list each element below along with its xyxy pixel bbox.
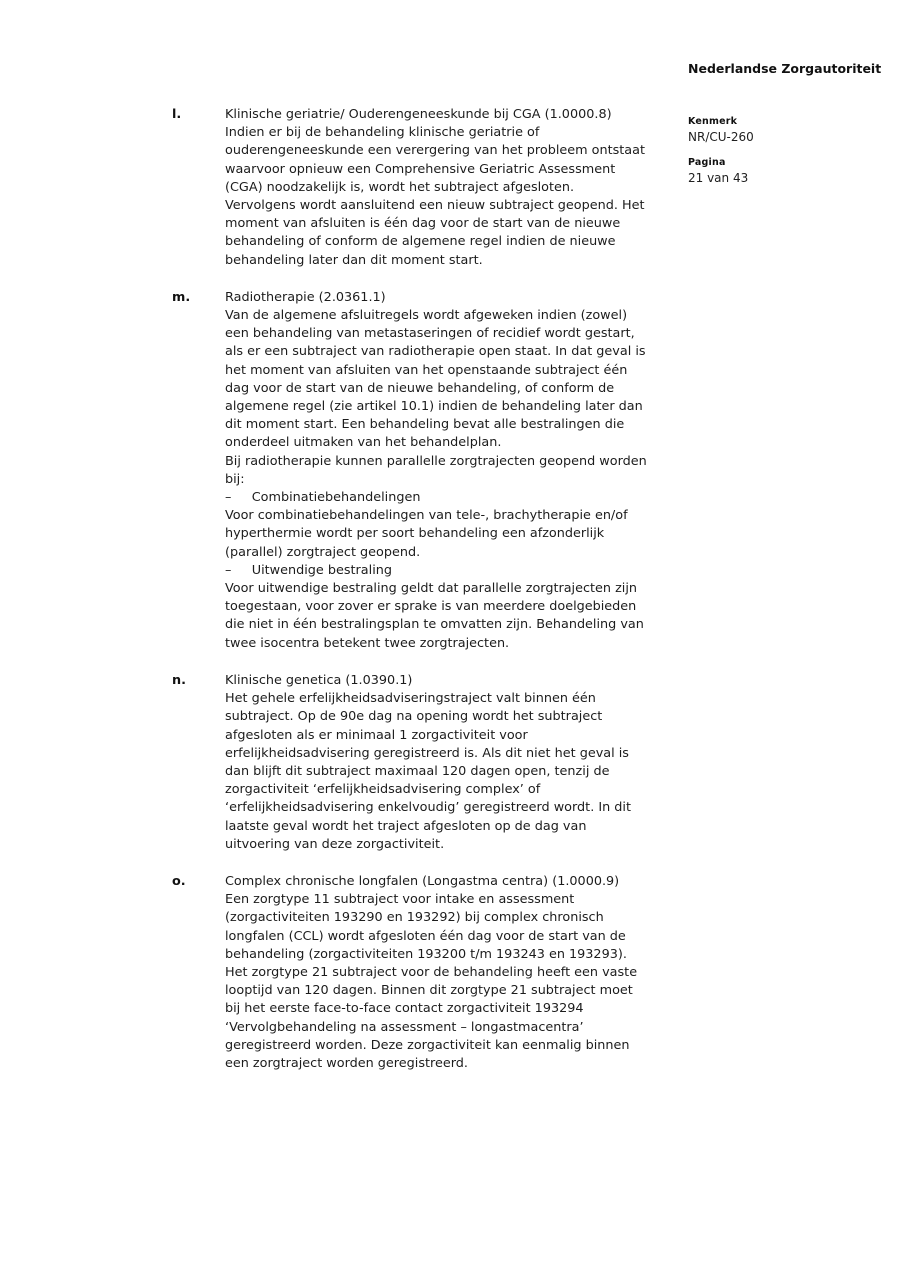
text-line: Een zorgtype 11 subtraject voor intake en assessment xyxy=(225,892,575,908)
kenmerk-block xyxy=(688,115,848,145)
pagina-block xyxy=(688,156,848,186)
text-line: moment van afsluiten is één dag voor de start van de nieuwe xyxy=(225,216,621,232)
text-line: een behandeling van metastaseringen of recidief wordt gestart, xyxy=(225,326,635,342)
text-line: afgesloten als er minimaal 1 zorgactiviteit voor xyxy=(225,727,528,743)
text-line: dit moment start. Een behandeling bevat alle bestralingen die xyxy=(225,417,625,433)
text-line: Indien er bij de behandeling klinische geriatrie of xyxy=(225,125,540,141)
text-line: Complex chronische longfalen (Longastma centra) (1.0000.9) xyxy=(225,873,620,889)
text-line: die niet in één bestralingsplan te omvatten zijn. Behandeling van xyxy=(225,617,644,633)
section-letter: m. xyxy=(172,289,191,305)
text-line: geregistreerd worden. Deze zorgactiviteit kan eenmalig binnen xyxy=(225,1037,630,1053)
text-line: behandeling (zorgactiviteiten 193200 t/m 193243 en 193293). xyxy=(225,946,627,962)
text-line: waarvoor opnieuw een Comprehensive Geriatric Assessment xyxy=(225,161,616,177)
text-line: looptijd van 120 dagen. Binnen dit zorgtype 21 subtraject moet xyxy=(225,983,633,999)
pagina-label: Pagina xyxy=(688,157,726,168)
text-line: – Uitwendige bestraling xyxy=(225,562,392,578)
text-line: Voor combinatiebehandelingen van tele-, brachytherapie en/of xyxy=(225,508,628,524)
section-l xyxy=(172,106,684,270)
section-o xyxy=(172,873,684,1073)
text-line: Klinische geriatrie/ Ouderengeneeskunde bij CGA (1.0000.8) xyxy=(225,107,612,122)
text-line: zorgactiviteit ‘erfelijkheidsadvisering complex’ of xyxy=(225,782,541,798)
text-line: hyperthermie wordt per soort behandeling een afzonderlijk xyxy=(225,526,605,542)
text-line: Klinische genetica (1.0390.1) xyxy=(225,672,413,688)
text-line: dan blijft dit subtraject maximaal 120 dagen open, tenzij de xyxy=(225,763,610,779)
text-line: Het gehele erfelijkheidsadviseringstraject valt binnen één xyxy=(225,691,596,707)
kenmerk-value: NR/CU-260 xyxy=(688,130,754,144)
text-line: een zorgtraject worden geregistreerd. xyxy=(225,1055,468,1071)
text-line: ‘Vervolgbehandeling na assessment – longastmacentra’ xyxy=(225,1019,584,1035)
section-letter: l. xyxy=(172,107,182,122)
text-line: het moment van afsluiten van het openstaande subtraject één xyxy=(225,362,628,378)
text-line: behandeling of conform de algemene regel indien de nieuwe xyxy=(225,234,616,250)
text-line: Vervolgens wordt aansluitend een nieuw subtraject geopend. Het xyxy=(225,198,645,214)
section-letter: o. xyxy=(172,873,186,889)
kenmerk-label: Kenmerk xyxy=(688,116,738,127)
sections-list xyxy=(172,106,684,1092)
text-line: Het zorgtype 21 subtraject voor de behandeling heeft een vaste xyxy=(225,964,638,980)
text-line: laatste geval wordt het traject afgesloten op de dag van xyxy=(225,818,587,834)
text-line: uitvoering van deze zorgactiviteit. xyxy=(225,836,445,852)
text-line: erfelijkheidsadvisering geregistreerd is. Als dit niet het geval is xyxy=(225,745,629,761)
text-line: Bij radiotherapie kunnen parallelle zorgtrajecten geopend worden xyxy=(225,453,647,469)
pagina-value: 21 van 43 xyxy=(688,171,749,185)
text-line: algemene regel (zie artikel 10.1) indien de behandeling later dan xyxy=(225,399,643,415)
text-line: longfalen (CCL) wordt afgesloten één dag voor de start van de xyxy=(225,928,626,944)
text-line: bij: xyxy=(225,471,245,487)
document-meta xyxy=(688,115,848,197)
text-line: twee isocentra betekent twee zorgtrajecten. xyxy=(225,635,510,651)
section-n xyxy=(172,672,684,854)
text-line: als er een subtraject van radiotherapie open staat. In dat geval is xyxy=(225,344,646,360)
text-line: subtraject. Op de 90e dag na opening wordt het subtraject xyxy=(225,709,603,725)
section-m xyxy=(172,289,684,653)
text-line: behandeling later dan dit moment start. xyxy=(225,252,483,268)
text-line: ‘erfelijkheidsadvisering enkelvoudig’ geregistreerd wordt. In dit xyxy=(225,800,631,816)
text-line: – Combinatiebehandelingen xyxy=(225,490,421,506)
text-line: (zorgactiviteiten 193290 en 193292) bij complex chronisch xyxy=(225,910,604,926)
text-line: toegestaan, voor zover er sprake is van meerdere doelgebieden xyxy=(225,599,637,615)
text-line: dag voor de start van de nieuwe behandeling, of conform de xyxy=(225,380,615,396)
text-line: ouderengeneeskunde een verergering van het probleem ontstaat xyxy=(225,143,645,159)
text-line: (CGA) noodzakelijk is, wordt het subtraject afgesloten. xyxy=(225,179,575,195)
text-line: Radiotherapie (2.0361.1) xyxy=(225,289,386,305)
text-line: onderdeel uitmaken van het behandelplan. xyxy=(225,435,502,451)
text-line: bij het eerste face-to-face contact zorgactiviteit 193294 xyxy=(225,1001,584,1017)
text-line: (parallel) zorgtraject geopend. xyxy=(225,544,421,560)
section-letter: n. xyxy=(172,672,186,688)
text-line: Voor uitwendige bestraling geldt dat parallelle zorgtrajecten zijn xyxy=(225,581,638,597)
text-line: Van de algemene afsluitregels wordt afgeweken indien (zowel) xyxy=(225,308,628,324)
org-name: Nederlandse Zorgautoriteit xyxy=(688,61,882,76)
